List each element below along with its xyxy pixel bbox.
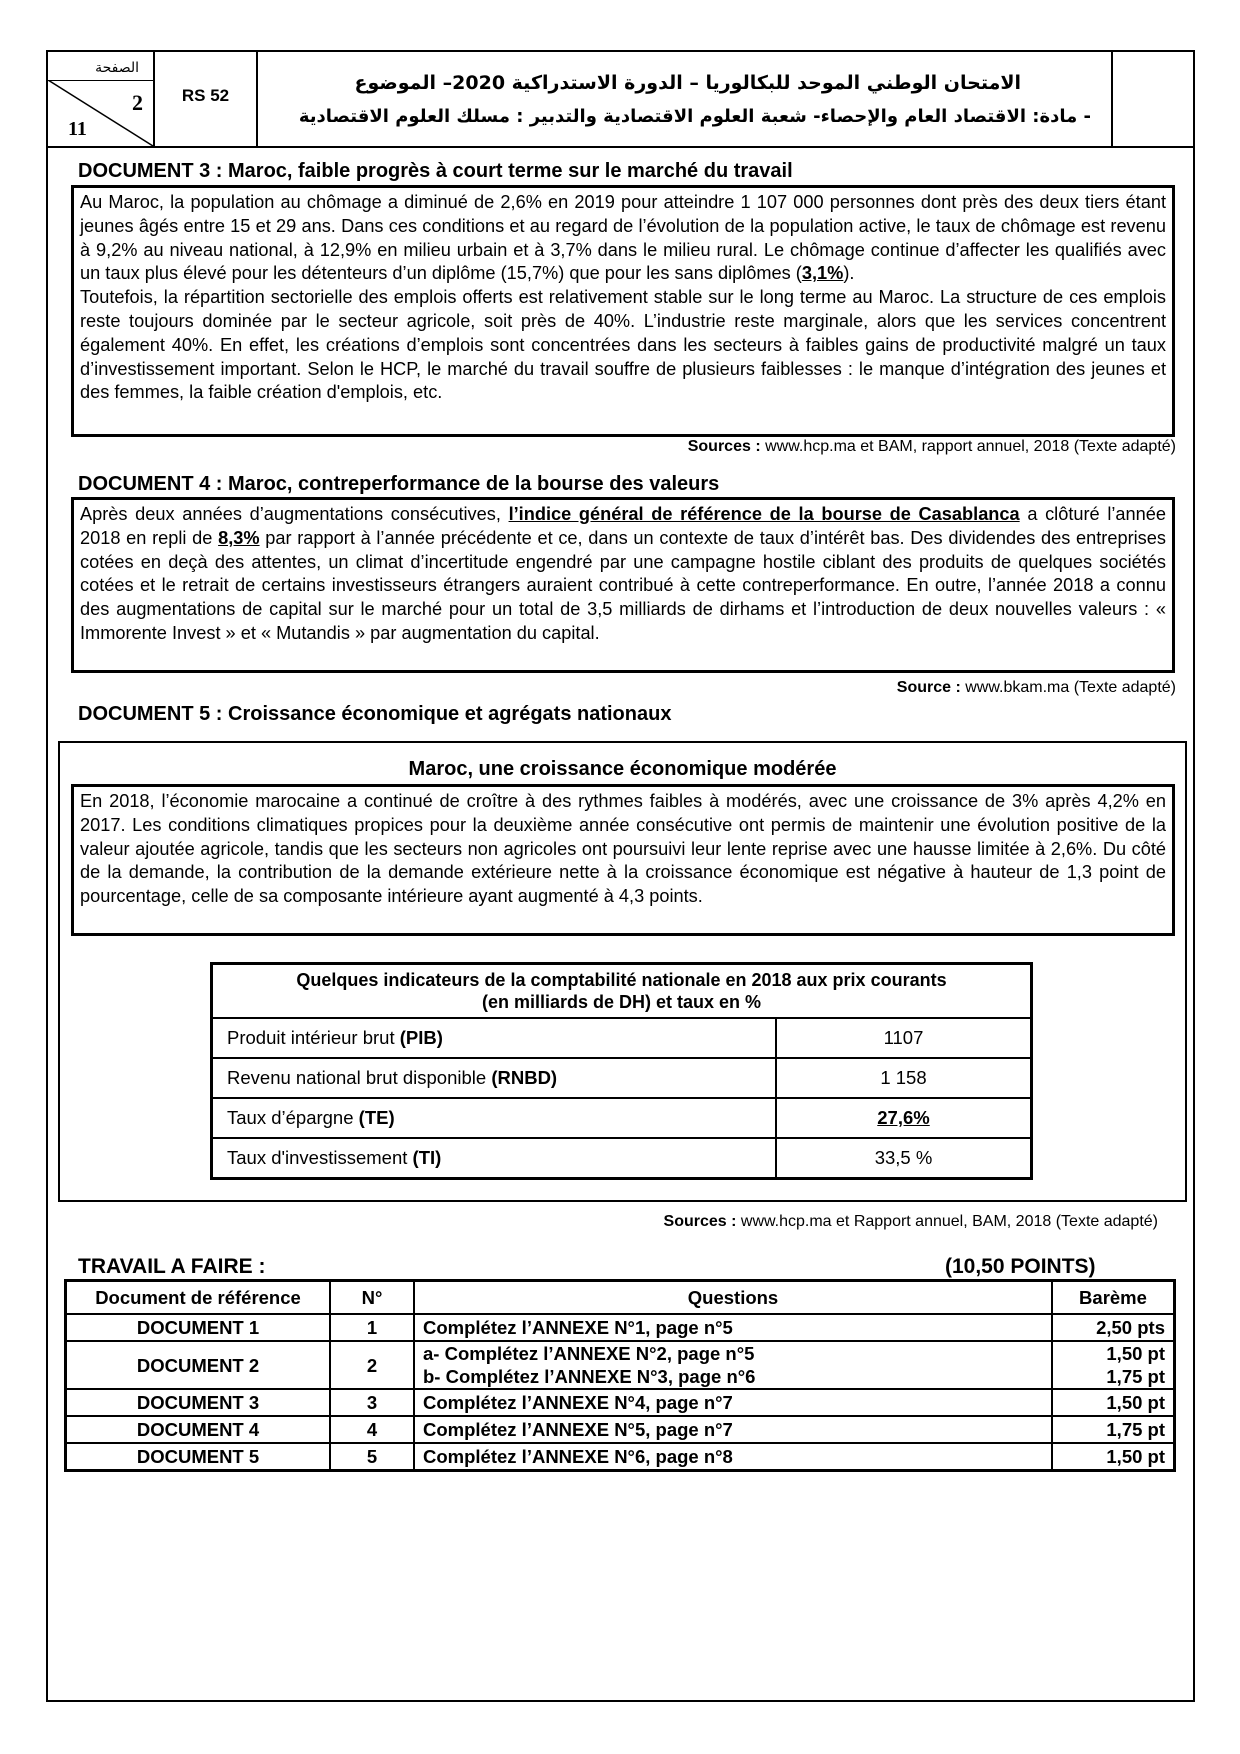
row-abbr: (TI) <box>412 1147 442 1168</box>
travail-points: (10,50 POINTS) <box>945 1255 1096 1278</box>
doc5-title: DOCUMENT 5 : Croissance économique et agrégats nationaux <box>78 703 672 725</box>
page-total: 11 <box>68 118 87 140</box>
task-number: 4 <box>330 1416 414 1443</box>
row-value: 33,5 % <box>776 1138 1032 1179</box>
doc3-source-label: Sources : <box>687 438 761 455</box>
task-bareme: 2,50 pts <box>1052 1314 1175 1341</box>
table-row <box>66 1416 1175 1443</box>
exam-title-cell <box>258 52 1113 146</box>
doc5-source-text: www.hcp.ma et Rapport annuel, BAM, 2018 (Texte adapté) <box>736 1213 1158 1230</box>
doc3-text-box <box>71 185 1175 437</box>
task-bareme: 1,50 pt <box>1052 1443 1175 1470</box>
task-number: 3 <box>330 1389 414 1416</box>
doc4-text-1: Après deux années d’augmentations consécutives, <box>80 504 509 524</box>
task-number: 5 <box>330 1443 414 1470</box>
table-row <box>66 1443 1175 1470</box>
task-question: Complétez l’ANNEXE N°1, page n°5 <box>414 1314 1052 1341</box>
doc3-title: DOCUMENT 3 : Maroc, faible progrès à court terme sur le marché du travail <box>78 160 793 182</box>
page-label: الصفحة <box>95 60 139 76</box>
doc4-source-text: www.bkam.ma (Texte adapté) <box>960 679 1176 696</box>
col-header-document: Document de référence <box>66 1281 331 1315</box>
doc5-subtitle: Maroc, une croissance économique modérée <box>408 758 837 780</box>
exam-code-cell <box>155 52 258 146</box>
row-abbr: (TE) <box>358 1107 395 1128</box>
task-document: DOCUMENT 1 <box>66 1314 331 1341</box>
row-value-highlight: 27,6% <box>877 1107 930 1128</box>
doc5-source-label: Sources : <box>663 1213 737 1230</box>
doc4-text-box <box>71 497 1175 673</box>
table-row <box>212 1058 1032 1098</box>
task-bareme: 1,75 pt <box>1052 1416 1175 1443</box>
table-title-line1: Quelques indicateurs de la comptabilité nationale en 2018 aux prix courants <box>296 970 947 990</box>
doc3-para1: Au Maroc, la population au chômage a diminué de 2,6% en 2019 pour atteindre 1 107 000 personnes dont près des deux tiers étant jeunes âgés entre 15 et 29 ans. Dans ces conditions et au regard de l’évolution de la population active, le taux de chômage est revenu à 9,2% au niveau national, à 12,9% en milieu urbain et à 3,7% dans le milieu rural. Le chômage continue d’affecter les qualifiés avec un taux plus élevé pour les détenteurs d’un diplôme (15,7%) que pour les sans diplômes ( <box>80 192 1166 284</box>
header-empty-cell <box>1113 52 1193 146</box>
doc3-source <box>688 438 1176 456</box>
exam-subject: - مادة: الاقتصاد العام والإحصاء- شعبة العلوم الاقتصادية والتدبير : مسلك العلوم الاقتصادية <box>298 106 1091 127</box>
doc3-para2: Toutefois, la répartition sectorielle des emplois offerts est relativement stable sur le long terme au Maroc. La structure de ces emplois reste toujours dominée par le secteur agricole, soit près de 40%. L’industrie reste marginale, alors que les services concentrent également 40%. En effet, les créations d’emplois sont concentrées dans les secteurs à faibles gains de productivité malgré un taux d’investissement important. Selon le HCP, le marché du travail souffre de plusieurs faiblesses : le manque d’intégration des jeunes et des femmes, la faible création d'emplois, etc. <box>80 287 1166 403</box>
page-current: 2 <box>132 90 143 115</box>
task-bareme: 1,50 pt <box>1052 1389 1175 1416</box>
col-header-questions: Questions <box>414 1281 1052 1315</box>
row-value: 1 158 <box>776 1058 1032 1098</box>
task-table <box>64 1279 1176 1472</box>
doc4-text-2: a clôturé l’année 2018 en repli de <box>80 504 1166 548</box>
table-row <box>212 1098 1032 1138</box>
task-question: Complétez l’ANNEXE N°5, page n°7 <box>414 1416 1052 1443</box>
task-number: 2 <box>330 1341 414 1389</box>
doc3-highlight: 3,1% <box>801 263 844 284</box>
national-accounts-table <box>210 962 1033 1180</box>
task-document: DOCUMENT 3 <box>66 1389 331 1416</box>
task-document: DOCUMENT 2 <box>66 1341 331 1389</box>
row-value: 1107 <box>776 1018 1032 1058</box>
doc5-text: En 2018, l’économie marocaine a continué de croître à des rythmes faibles à modérés, avec une croissance de 3% après 4,2% en 2017. Les conditions climatiques propices pour la deuxième année consécutive ont permis de maintenir une évolution positive de la valeur ajoutée agricole, tandis que les secteurs non agricoles ont poursuivi leur lente reprise avec une hausse limitée à 2,6%. Du côté de la demande, la contribution de la demande extérieure nette à la croissance économique est négative à hauteur de 1,3 point de pourcentage, celle de sa composante intérieure ayant augmenté à 4,3 points. <box>80 791 1166 907</box>
doc5-source <box>664 1213 1158 1231</box>
doc4-source <box>897 679 1176 697</box>
table-row <box>66 1341 1175 1389</box>
task-question: Complétez l’ANNEXE N°6, page n°8 <box>414 1443 1052 1470</box>
row-abbr: (PIB) <box>399 1027 443 1048</box>
exam-title: الامتحان الوطني الموحد للبكالوريا – الدورة الاستدراكية 2020– الموضوع <box>354 72 1021 94</box>
row-label: Produit intérieur brut <box>227 1027 400 1048</box>
page-number-cell <box>48 52 155 146</box>
travail-title: TRAVAIL A FAIRE : <box>78 1255 266 1278</box>
row-label: Taux d’épargne <box>227 1107 359 1128</box>
task-question-a: a- Complétez l’ANNEXE N°2, page n°5 <box>423 1343 755 1364</box>
table-title <box>212 964 1032 1019</box>
table-row <box>66 1389 1175 1416</box>
exam-code: RS 52 <box>181 86 230 105</box>
task-question: Complétez l’ANNEXE N°4, page n°7 <box>414 1389 1052 1416</box>
doc4-index-highlight: l’indice général de référence de la bourse de Casablanca <box>508 504 1020 524</box>
task-bareme-b: 1,75 pt <box>1106 1366 1165 1387</box>
col-header-number: N° <box>330 1281 414 1315</box>
doc3-source-text: www.hcp.ma et BAM, rapport annuel, 2018 (Texte adapté) <box>760 438 1176 455</box>
task-document: DOCUMENT 4 <box>66 1416 331 1443</box>
task-number: 1 <box>330 1314 414 1341</box>
task-bareme-a: 1,50 pt <box>1106 1343 1165 1364</box>
doc5-text-box <box>71 784 1175 936</box>
task-document: DOCUMENT 5 <box>66 1443 331 1470</box>
table-title-line2: (en milliards de DH) et taux en % <box>481 992 762 1012</box>
doc3-para1-end: ). <box>843 263 855 284</box>
row-label: Revenu national brut disponible <box>227 1067 492 1088</box>
doc4-text-3: par rapport à l’année précédente et ce, dans un contexte de taux d’intérêt bas. Des dividendes des entreprises cotées en deçà des attentes, un climat d’incertitude engendré par une campagne hostile ciblant des produits de quelques sociétés cotées et le retrait de certains investisseurs étrangers auraient contribué à cette contreperformance. En outre, l’année 2018 a connu des augmentations de capital sur le marché pour un total de 3,5 milliards de dirhams et l’introduction de deux nouvelles valeurs : « Immorente Invest » et « Mutandis » par augmentation du capital. <box>80 527 1166 643</box>
table-row <box>212 1138 1032 1179</box>
exam-header <box>48 52 1193 148</box>
task-question-b: b- Complétez l’ANNEXE N°3, page n°6 <box>423 1366 756 1387</box>
row-label: Taux d'investissement <box>227 1147 413 1168</box>
col-header-bareme: Barème <box>1052 1281 1175 1315</box>
table-row <box>212 1018 1032 1058</box>
doc4-rate-highlight: 8,3% <box>218 527 260 548</box>
row-abbr: (RNBD) <box>491 1067 558 1088</box>
doc4-source-label: Source : <box>896 679 961 696</box>
doc4-title: DOCUMENT 4 : Maroc, contreperformance de la bourse des valeurs <box>78 473 720 495</box>
table-row <box>66 1314 1175 1341</box>
